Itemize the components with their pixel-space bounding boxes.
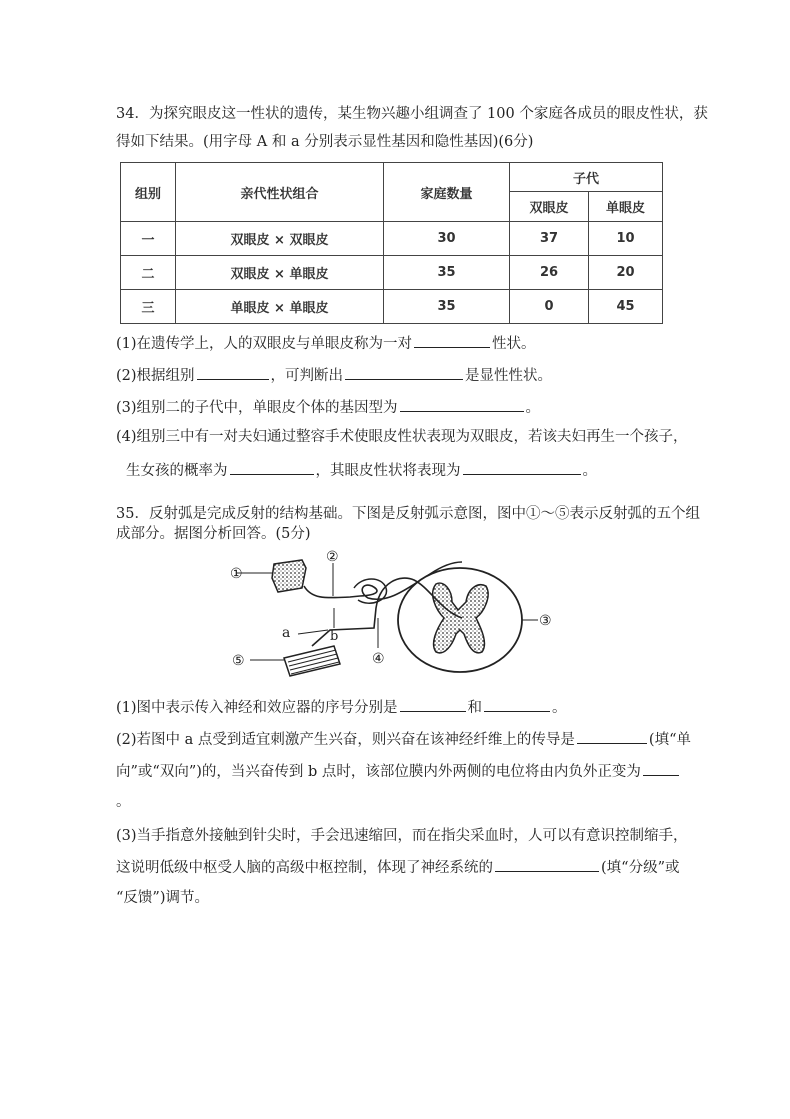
pointer-line	[298, 630, 328, 634]
cell-single: 20	[589, 256, 663, 290]
q34-intro-line1: 34．为探究眼皮这一性状的遗传，某生物兴趣小组调查了 100 个家庭各成员的眼皮性状，获	[116, 106, 708, 122]
answer-blank[interactable]	[484, 696, 550, 712]
answer-blank[interactable]	[463, 459, 581, 475]
label-3: ③	[539, 613, 552, 629]
table-row	[121, 256, 663, 290]
q35-intro-line2: 成部分。据图分析回答。(5分)	[116, 526, 311, 542]
header-group: 组别	[121, 163, 176, 222]
label-1: ①	[230, 566, 243, 582]
header-single-eyelid: 单眼皮	[589, 192, 663, 222]
answer-blank[interactable]	[345, 364, 463, 380]
q34-intro-line2: 得如下结果。(用字母 A 和 a 分别表示显性基因和隐性基因)(6分)	[116, 134, 534, 150]
label-2: ②	[326, 549, 339, 565]
spinal-cord-shape	[398, 568, 522, 672]
q34-sub4-line1: (4)组别三中有一对夫妇通过整容手术使眼皮性状表现为双眼皮，若该夫妇再生一个孩子，	[116, 429, 688, 445]
cell-group: 一	[121, 222, 176, 256]
label-a: a	[282, 625, 291, 641]
cell-group: 二	[121, 256, 176, 290]
cell-parents: 双眼皮 × 单眼皮	[176, 256, 384, 290]
cell-double: 37	[510, 222, 589, 256]
cell-double: 0	[510, 290, 589, 324]
answer-blank[interactable]	[230, 459, 314, 475]
answer-blank[interactable]	[197, 364, 269, 380]
cell-single: 45	[589, 290, 663, 324]
label-5: ⑤	[232, 653, 245, 669]
table-row	[121, 222, 663, 256]
cell-single: 10	[589, 222, 663, 256]
cell-parents: 双眼皮 × 双眼皮	[176, 222, 384, 256]
q35-sub3-line3: “反馈”)调节。	[116, 890, 209, 906]
table-row	[121, 290, 663, 324]
receptor-shape	[272, 560, 306, 592]
q35-sub1: (1)图中表示传入神经和效应器的序号分别是 和 。	[116, 696, 567, 718]
answer-blank[interactable]	[577, 728, 647, 744]
q34-sub3: (3)组别二的子代中，单眼皮个体的基因型为 。	[116, 396, 540, 418]
q34-sub2: (2)根据组别 ，可判断出 是显性性状。	[116, 364, 552, 386]
cell-parents: 单眼皮 × 单眼皮	[176, 290, 384, 324]
q35-sub2-line2: 向”或“双向”)的，当兴奋传到 b 点时，该部位膜内外两侧的电位将由内负外正变为	[116, 760, 681, 782]
cell-group: 三	[121, 290, 176, 324]
q34-sub4-line2: 生女孩的概率为 ，其眼皮性状将表现为 。	[126, 459, 597, 481]
q35-sub2-line3: 。	[116, 794, 131, 810]
q35-sub2-line1: (2)若图中 a 点受到适宜刺激产生兴奋，则兴奋在该神经纤维上的传导是 (填“单	[116, 728, 691, 750]
header-double-eyelid: 双眼皮	[510, 192, 589, 222]
label-b: b	[330, 629, 339, 644]
eyelid-inheritance-table	[120, 162, 663, 324]
cell-families: 35	[384, 290, 510, 324]
q35-sub3-line1: (3)当手指意外接触到针尖时，手会迅速缩回，而在指尖采血时，人可以有意识控制缩手，	[116, 828, 688, 844]
answer-blank[interactable]	[400, 696, 466, 712]
q34-sub1: (1)在遗传学上，人的双眼皮与单眼皮称为一对 性状。	[116, 332, 536, 354]
cell-families: 30	[384, 222, 510, 256]
reflex-arc-diagram	[230, 548, 560, 683]
answer-blank[interactable]	[414, 332, 490, 348]
answer-blank[interactable]	[643, 760, 679, 776]
header-families: 家庭数量	[384, 163, 510, 222]
q35-intro-line1: 35．反射弧是完成反射的结构基础。下图是反射弧示意图，图中①～⑤表示反射弧的五个组	[116, 506, 700, 522]
answer-blank[interactable]	[495, 856, 599, 872]
header-offspring: 子代	[510, 163, 663, 192]
cell-families: 35	[384, 256, 510, 290]
effector-shape	[284, 646, 340, 676]
label-4: ④	[372, 651, 385, 667]
answer-blank[interactable]	[400, 396, 524, 412]
q35-sub3-line2: 这说明低级中枢受人脑的高级中枢控制，体现了神经系统的 (填“分级”或	[116, 856, 679, 878]
cell-double: 26	[510, 256, 589, 290]
header-parents: 亲代性状组合	[176, 163, 384, 222]
